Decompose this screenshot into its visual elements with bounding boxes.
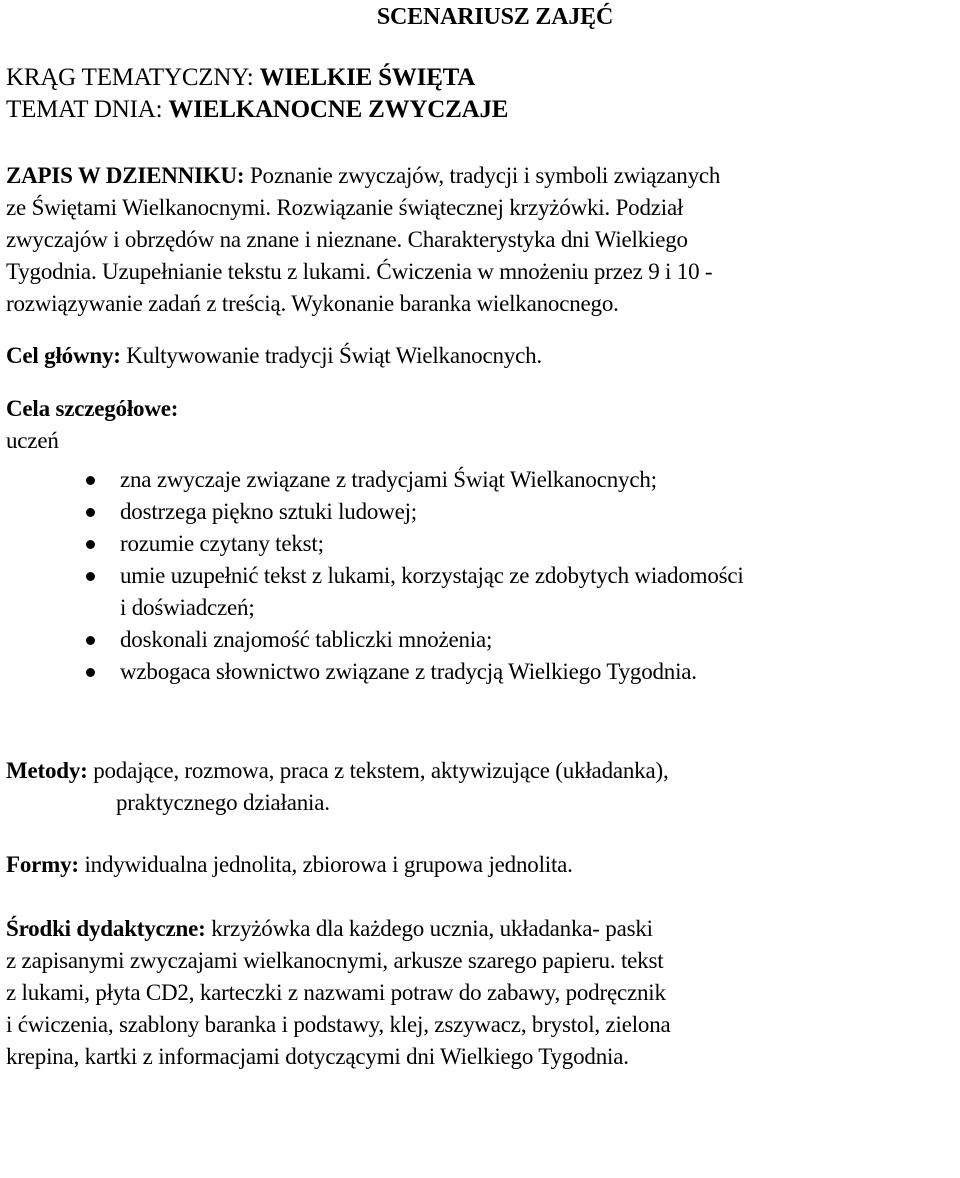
list-item <box>120 528 956 560</box>
zapis-section <box>6 160 956 320</box>
metody-section <box>6 755 956 819</box>
temat-label: TEMAT DNIA: <box>6 96 163 123</box>
zapis-line <box>6 160 956 192</box>
list-item <box>120 560 956 624</box>
cel-glowny-value: Kultywowanie tradycji Świąt Wielkanocnych. <box>126 343 542 368</box>
cele-szczegolowe-subject: uczeń <box>6 428 59 453</box>
page-title: SCENARIUSZ ZAJĘĆ <box>376 4 614 30</box>
formy-value: indywidualna jednolita, zbiorowa i grupowa jednolita. <box>84 852 573 877</box>
srodki-line: krepina, kartki z informacjami dotyczącymi dni Wielkiego Tygodnia. <box>6 1044 629 1069</box>
metody-label: Metody: <box>6 758 88 783</box>
zapis-text: Poznanie zwyczajów, tradycji i symboli związanych <box>249 163 721 188</box>
list-item <box>120 464 956 496</box>
temat-value: WIELKANOCNE ZWYCZAJE <box>168 96 509 123</box>
formy-label: Formy: <box>6 852 79 877</box>
cel-glowny-label: Cel główny: <box>6 343 121 368</box>
list-item-text: umie uzupełnić tekst z lukami, korzystając ze zdobytych wiadomości <box>120 563 744 588</box>
topic-block <box>6 62 956 126</box>
document-page <box>6 0 956 1073</box>
list-item <box>120 656 956 688</box>
srodki-line: z lukami, płyta CD2, karteczki z nazwami potraw do zabawy, podręcznik <box>6 980 666 1005</box>
metody-line: praktycznego działania. <box>116 790 330 815</box>
srodki-line <box>6 913 956 945</box>
srodki-section <box>6 913 956 1073</box>
list-item-text: rozumie czytany tekst; <box>120 531 324 556</box>
cele-szczegolowe-section <box>6 393 956 688</box>
krag-value: WIELKIE ŚWIĘTA <box>259 64 476 91</box>
list-item-text: wzbogaca słownictwo związane z tradycją Wielkiego Tygodnia. <box>120 659 697 684</box>
metody-text: podające, rozmowa, praca z tekstem, aktywizujące (układanka), <box>93 758 669 783</box>
krag-label: KRĄG TEMATYCZNY: <box>6 64 254 91</box>
srodki-label: Środki dydaktyczne: <box>6 916 206 941</box>
list-item <box>120 624 956 656</box>
temat-line <box>6 94 956 126</box>
zapis-line: ze Świętami Wielkanocnymi. Rozwiązanie świątecznej krzyżówki. Podział <box>6 195 684 220</box>
srodki-line: i ćwiczenia, szablony baranka i podstawy, klej, zszywacz, brystol, zielona <box>6 1012 671 1037</box>
zapis-label: ZAPIS W DZIENNIKU: <box>6 163 245 188</box>
zapis-line: Tygodnia. Uzupełnianie tekstu z lukami. Ćwiczenia w mnożeniu przez 9 i 10 - <box>6 259 713 284</box>
list-item <box>120 496 956 528</box>
list-item-text: i doświadczeń; <box>120 595 255 620</box>
zapis-line: rozwiązywanie zadań z treścią. Wykonanie baranka wielkanocnego. <box>6 291 619 316</box>
srodki-text: krzyżówka dla każdego ucznia, układanka- paski <box>211 916 653 941</box>
cel-glowny-section <box>6 340 956 372</box>
cele-szczegolowe-label: Cela szczegółowe: <box>6 396 179 421</box>
zapis-line: zwyczajów i obrzędów na znane i nieznane. Charakterystyka dni Wielkiego <box>6 227 688 252</box>
krag-line <box>6 62 956 94</box>
list-item-text: dostrzega piękno sztuki ludowej; <box>120 499 418 524</box>
formy-section <box>6 849 956 881</box>
list-item-text: doskonali znajomość tabliczki mnożenia; <box>120 627 493 652</box>
list-item-text: zna zwyczaje związane z tradycjami Świąt Wielkanocnych; <box>120 467 657 492</box>
srodki-line: z zapisanymi zwyczajami wielkanocnymi, arkusze szarego papieru. tekst <box>6 948 664 973</box>
metody-line <box>6 755 956 787</box>
goals-list <box>6 464 956 688</box>
